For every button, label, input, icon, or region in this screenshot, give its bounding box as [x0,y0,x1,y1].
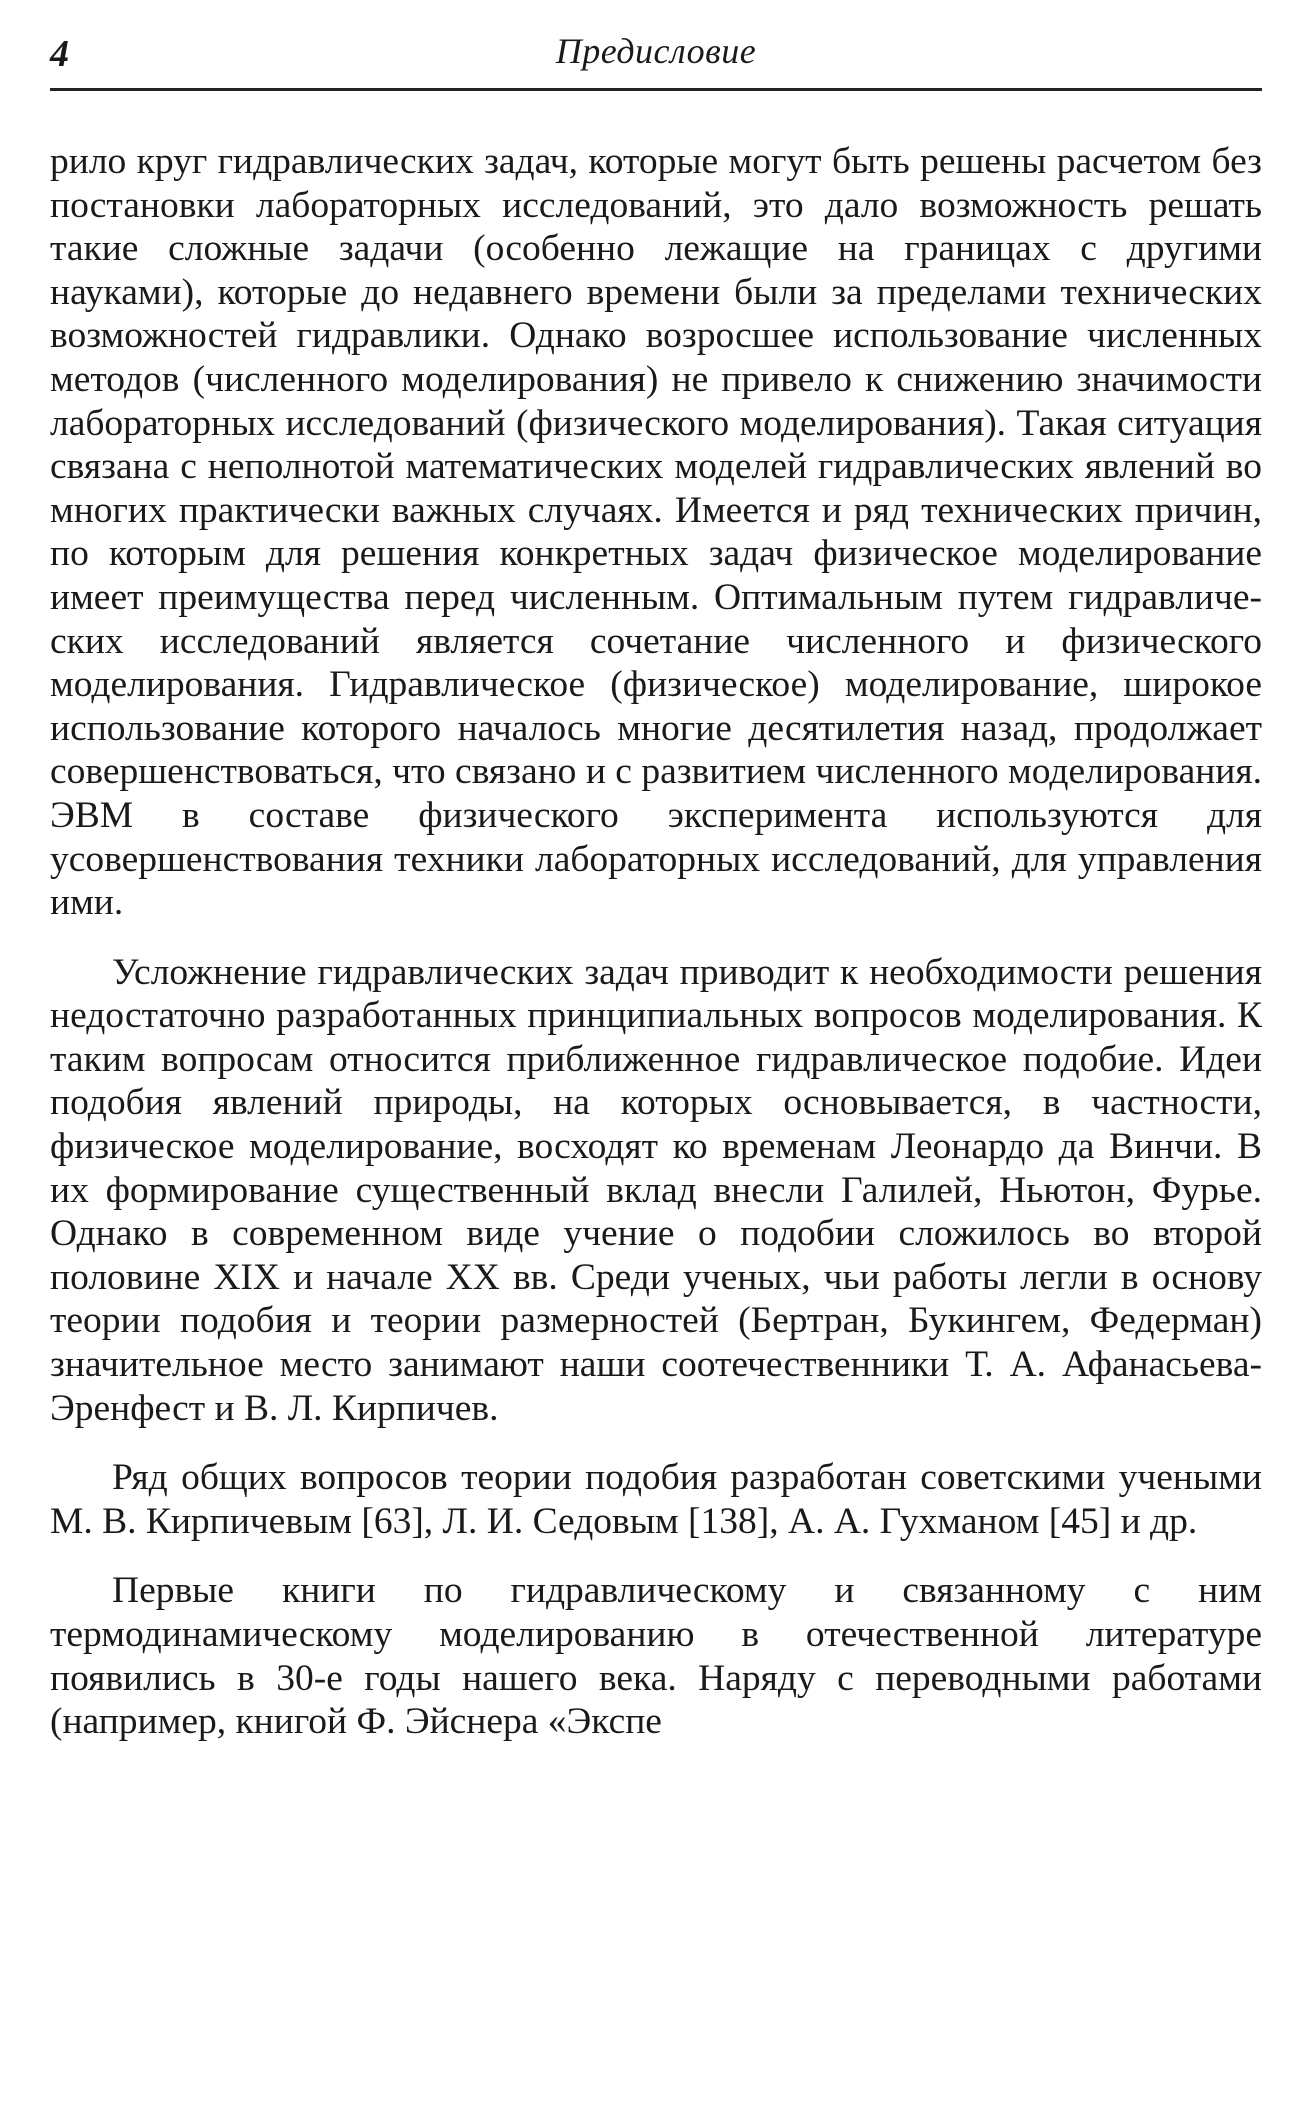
running-head [50,28,1262,78]
paragraph-2: Усложнение гидравлических задач приводит к необходимости решения недостаточно разработанных принципиальных вопросов моделирования. К таким вопросам относится приближенное гидравлическое подобие. Идеи подобия явлений природы, на которых основывается, в частности, физическое моделирование, восходят ко временам Леонардо да Винчи. В их формирование существенный вклад внесли Галилей, Ньютон, Фурье. Однако в современном виде учение о подобии сложилось во второй половине XIX и начале XX вв. Среди ученых, чьи работы легли в основу теории подобия и теории размерностей (Бертран, Букингем, Федерман) значительное место занимают наши соотечественники Т. А. Афанасьева-Эренфест и В. Л. Кирпичев. [50,951,1262,1429]
paragraph-4: Первые книги по гидравлическому и связанному с ним термодинамическому моделированию в отечественной литературе появились в 30-е годы нашего века. Наряду с переводными работами (например, книгой Ф. Эйснера «Экспе [50,1570,1262,1743]
paragraph-1: рило круг гидравлических задач, которые могут быть решены расчетом без постановки лабораторных исследований, это дало возможность решать такие сложные задачи (особенно лежащие на границах с другими науками), которые до недавнего времени были за пределами технических возможностей гидравлики. Однако возросшее использование численных методов (численного моделирования) не привело к снижению значимости лабораторных исследований (физического моделирования). Такая ситуация связана с неполнотой математических моделей гидравлических явлений во многих практически важных случаях. Имеется и ряд технических причин, по которым для решения конкретных задач физическое моделирование имеет преимущества перед численным. Оптимальным путем гидравлических исследований является сочетание численного и физического моделирования. Гидравлическое (физическое) моделирование, широкое использование которого началось многие десятилетия назад, продолжает совершенствоваться, что связано и с развитием численного моделирования. ЭВМ в составе физического эксперимента используются для усовершенствования техники лабораторных исследований, для управления ими. [50,141,1262,924]
page-number: 4 [50,33,69,75]
section-title: Предисловие [555,31,757,71]
body-text [50,140,1262,1770]
header-rule [50,88,1262,91]
paragraph-3: Ряд общих вопросов теории подобия разработан советскими учеными М. В. Кирпичевым [63], Л. И. Седовым [138], А. А. Гухманом [45] и др. [50,1457,1262,1542]
